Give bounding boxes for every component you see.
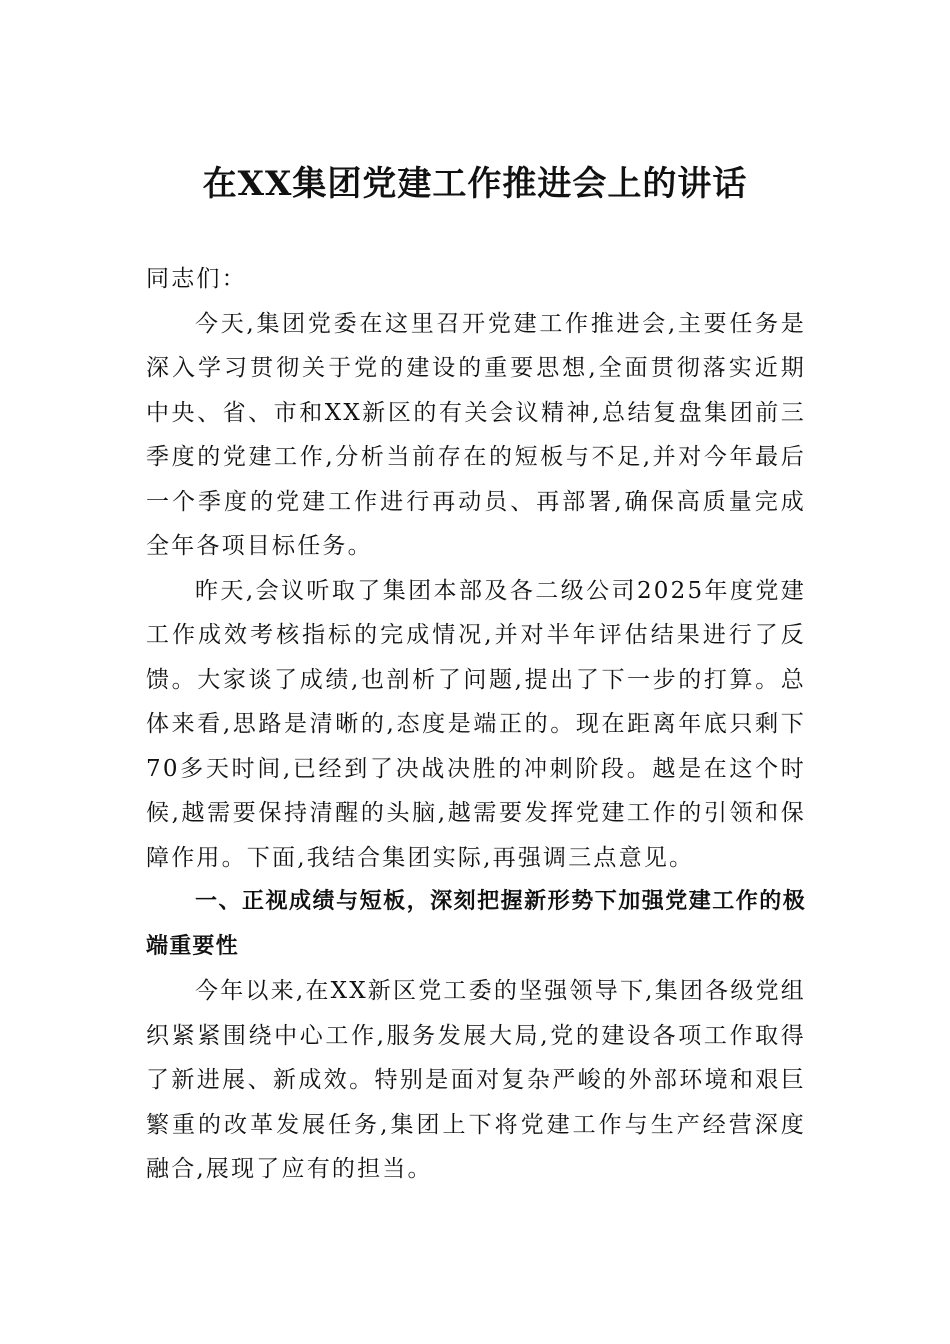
salutation: 同志们： [146,266,247,292]
document-title: 在XX集团党建工作推进会上的讲话 [202,164,748,204]
section-heading: 一、正视成绩与短板，深刻把握新形势下加强党建工作的极端重要性 [146,889,806,959]
document-body [146,257,806,1192]
paragraph-section-1: 今年以来,在XX新区党工委的坚强领导下,集团各级党组织紧紧围绕中心工作,服务发展大局,党的建设各项工作取得了新进展、新成效。特别是面对复杂严峻的外部环境和艰巨繁重的改革发展任务,集团上下将党建工作与生产经营深度融合,展现了应有的担当。 [146,978,806,1182]
paragraph-review: 昨天,会议听取了集团本部及各二级公司2025年度党建工作成效考核指标的完成情况,并对半年评估结果进行了反馈。大家谈了成绩,也剖析了问题,提出了下一步的打算。总体来看,思路是清晰的,态度是端正的。现在距离年底只剩下70多天时间,已经到了决战决胜的冲刺阶段。越是在这个时候,越需要保持清醒的头脑,越需要发挥党建工作的引领和保障作用。下面,我结合集团实际,再强调三点意见。 [146,577,806,871]
paragraph-intro: 今天,集团党委在这里召开党建工作推进会,主要任务是深入学习贯彻关于党的建设的重要思想,全面贯彻落实近期中央、省、市和XX新区的有关会议精神,总结复盘集团前三季度的党建工作,分析当前存在的短板与不足,并对今年最后一个季度的党建工作进行再动员、再部署,确保高质量完成全年各项目标任务。 [146,310,806,559]
